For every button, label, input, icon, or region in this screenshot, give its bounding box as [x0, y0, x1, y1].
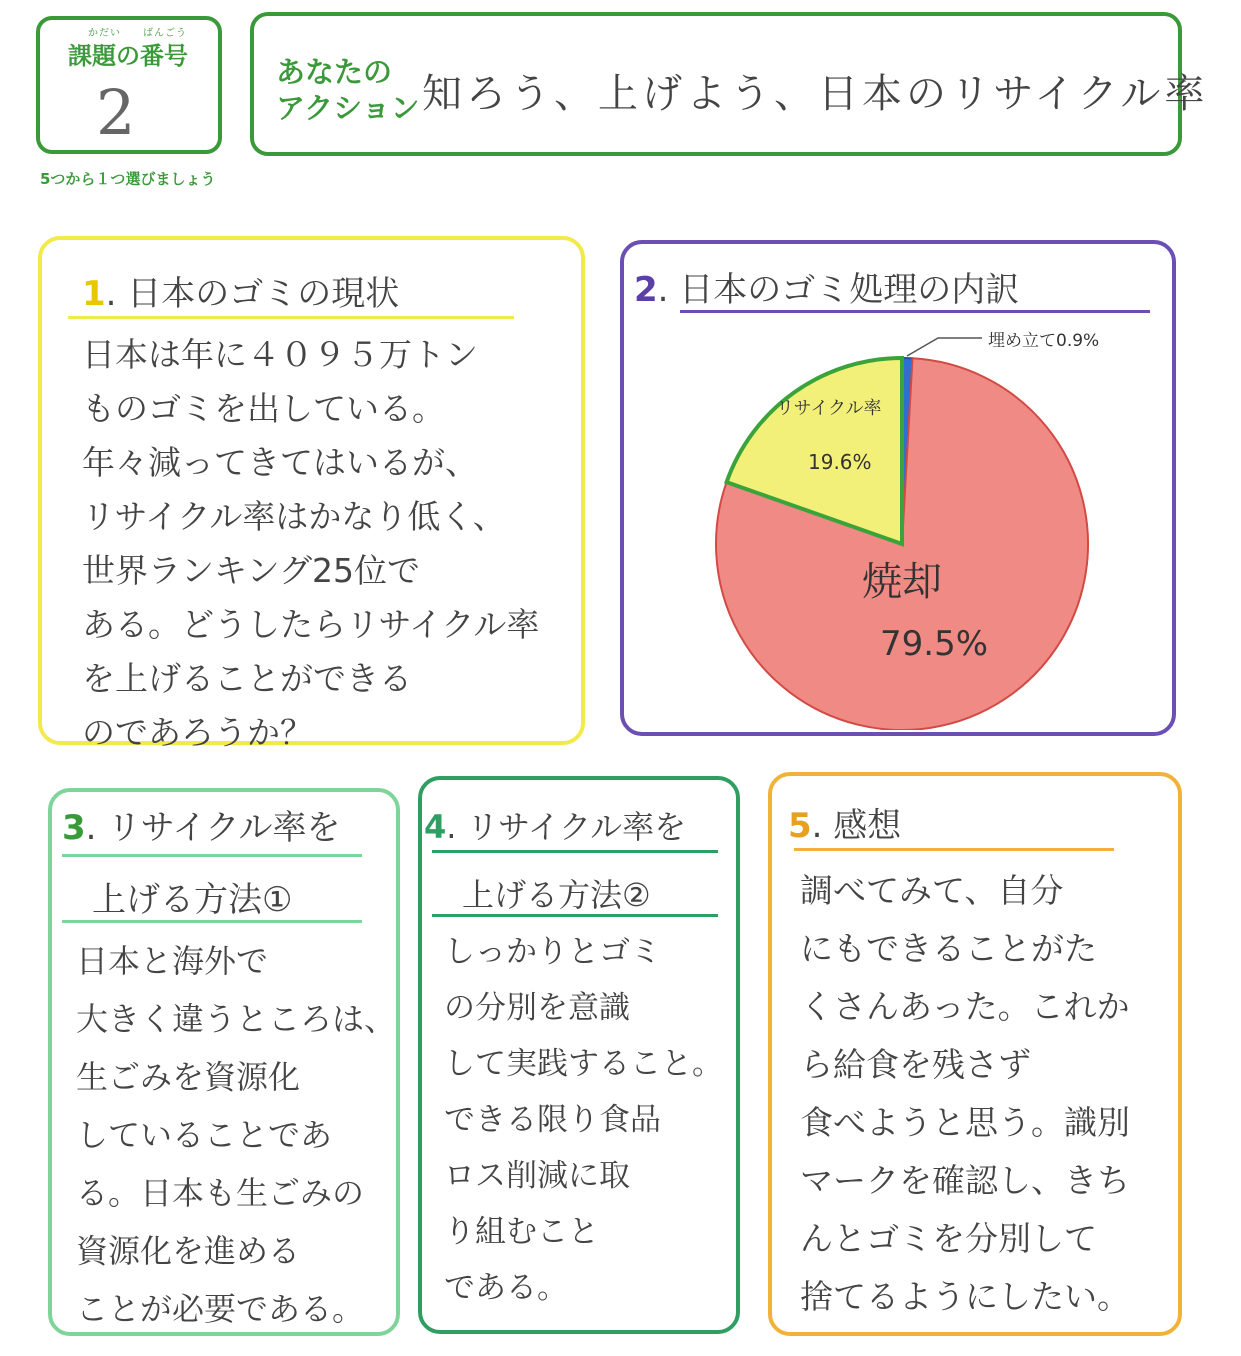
panel1-line: 年々減ってきてはいるが、: [82, 443, 478, 482]
panel5-line: くさんあった。これか: [800, 987, 1130, 1026]
number-value: 2: [96, 76, 136, 149]
assignment-number-box: [36, 16, 222, 154]
panel4-line: である。: [444, 1270, 568, 1306]
number-note: 5つから１つ選びましょう: [40, 170, 216, 188]
panel5-line: にもできることがた: [800, 929, 1097, 968]
panel2-number: 2: [634, 270, 658, 310]
panel4-underline-1: [432, 850, 718, 853]
panel5-line: マークを確認し、きち: [800, 1161, 1130, 1200]
panel5-line: 食べようと思う。識別: [800, 1103, 1130, 1142]
action-text: 知ろう、上げよう、日本のリサイクル率: [422, 71, 1209, 117]
panel5-body: [800, 862, 1130, 1326]
panel1-line: 日本は年に４０９５万トン: [82, 335, 478, 374]
slice-value-incineration: 79.5%: [880, 624, 989, 664]
slice-value-recycling: 19.6%: [808, 450, 872, 474]
panel2-title-text: . 日本のゴミ処理の内訳: [657, 270, 1020, 310]
panel2-underline: [680, 310, 1150, 313]
panel5-line: んとゴミを分別して: [800, 1219, 1097, 1258]
panel3-body: [76, 932, 396, 1338]
panel3-title-line2: 上げる方法①: [92, 880, 293, 920]
pie-chart-svg: [702, 330, 1102, 730]
panel5-line: ら給食を残さず: [800, 1045, 1031, 1084]
panel1-line: ある。どうしたらリサイクル率: [82, 605, 540, 644]
panel4-title-line2: 上げる方法②: [462, 876, 651, 914]
panel5-underline: [794, 848, 1114, 851]
panel1-number: 1: [82, 274, 106, 314]
action-label-line1: あなたの: [276, 55, 393, 89]
panel-method-2: [418, 776, 740, 1334]
panel5-line: 捨てるようにしたい。: [800, 1277, 1130, 1316]
panel1-line: リサイクル率はかなり低く、: [82, 497, 506, 536]
panel5-number: 5: [788, 806, 812, 846]
panel4-line: しっかりとゴミ: [444, 934, 661, 970]
panel3-line: 資源化を進める: [76, 1232, 301, 1270]
panel5-line: 調べてみて、自分: [800, 871, 1064, 910]
number-label: 課題の番号: [68, 42, 188, 70]
panel4-line: して実践すること。: [444, 1046, 723, 1082]
panel1-line: 世界ランキング25位で: [82, 551, 421, 590]
panel1-line: を上げることができる: [82, 659, 412, 698]
slice-label-recycling: リサイクル率: [776, 398, 882, 419]
panel4-line: り組むこと: [444, 1214, 599, 1250]
panel3-line: していることであ: [76, 1116, 333, 1154]
slice-label-landfill: 埋め立て0.9%: [988, 331, 1100, 351]
action-label-line2: アクション: [276, 91, 420, 125]
panel3-line: る。日本も生ごみの: [76, 1174, 365, 1212]
panel2-title: [634, 262, 1019, 311]
panel1-body: [82, 328, 539, 760]
panel3-line: 日本と海外で: [76, 942, 269, 980]
pie-chart: [702, 330, 1102, 730]
action-box: [250, 12, 1209, 156]
number-ruby: かだい ばんごう: [88, 28, 187, 39]
panel3-number: 3: [62, 808, 86, 848]
panel1-line: のであろうか？: [82, 713, 313, 752]
panel1-underline: [68, 316, 514, 319]
panel1-line: ものゴミを出している。: [82, 389, 445, 428]
panel4-title-text: . リサイクル率を: [446, 808, 687, 846]
panel4-underline-2: [432, 914, 718, 917]
action-label: [276, 54, 436, 126]
panel4-body: [444, 924, 723, 1316]
panel4-line: ロス削減に取: [444, 1158, 630, 1194]
panel4-line: の分別を意識: [444, 990, 630, 1026]
panel4-line: できる限り食品: [444, 1102, 661, 1138]
slice-label-incineration: 焼却: [862, 559, 942, 605]
panel1-title: [82, 266, 399, 315]
panel4-number: 4: [424, 808, 447, 846]
panel3-line: 大きく違うところは、: [76, 1000, 397, 1038]
panel5-title-text: . 感想: [811, 806, 902, 846]
landfill-leader-line: [907, 338, 982, 356]
panel4-title: [424, 802, 686, 848]
panel-current-status: [38, 236, 585, 752]
panel3-title-text: . リサイクル率を: [85, 808, 341, 848]
panel3-line: ことが必要である。: [76, 1290, 365, 1328]
panel3-title: [62, 800, 341, 849]
panel-method-1: [48, 788, 400, 1336]
panel-impressions: [768, 772, 1182, 1336]
panel1-title-text: . 日本のゴミの現状: [105, 274, 400, 314]
panel5-title: [788, 798, 901, 847]
panel3-line: 生ごみを資源化: [76, 1058, 301, 1096]
panel3-underline-1: [62, 854, 362, 857]
panel3-underline-2: [62, 920, 362, 923]
